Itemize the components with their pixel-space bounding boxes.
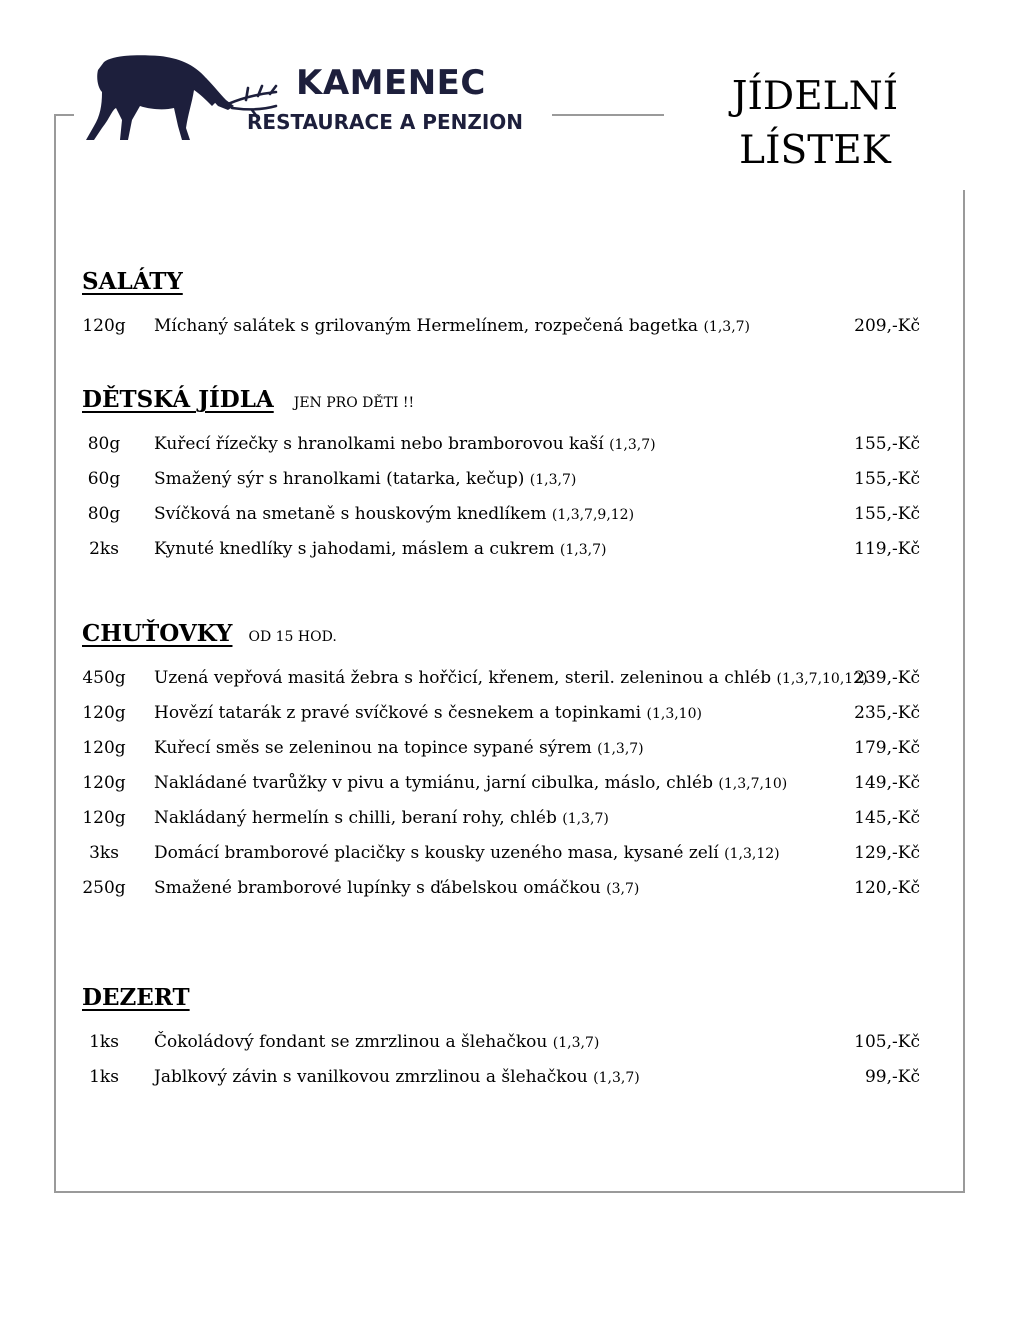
item-price: 105,-Kč <box>854 1032 920 1052</box>
section-kids-meals <box>82 386 922 567</box>
item-description <box>154 309 750 345</box>
item-price: 145,-Kč <box>854 808 920 828</box>
item-name: Smažené bramborové lupínky s ďábelskou omáčkou <box>154 878 601 898</box>
item-quantity: 3ks <box>89 843 119 863</box>
frame-right <box>963 190 965 1193</box>
item-description <box>154 696 702 732</box>
item-description <box>154 427 656 463</box>
item-price: 239,-Kč <box>854 668 920 688</box>
item-name: Domácí bramborové placičky s kousky uzeného masa, kysané zelí <box>154 843 719 863</box>
item-name: Míchaný salátek s grilovaným Hermelínem, rozpečená bagetka <box>154 316 699 336</box>
item-description <box>154 1060 640 1096</box>
item-quantity: 2ks <box>89 539 119 559</box>
item-allergens: (1,3,7) <box>559 542 607 558</box>
item-allergens: (1,3,7) <box>609 437 656 453</box>
menu-item <box>82 661 922 696</box>
item-name: Kuřecí směs se zeleninou na topince sypané sýrem <box>154 738 592 758</box>
item-price: 120,-Kč <box>854 878 920 898</box>
section-salads <box>82 268 922 344</box>
section-title: DĚTSKÁ JÍDLA <box>82 386 274 413</box>
item-quantity: 80g <box>87 504 121 524</box>
page-title <box>722 70 908 178</box>
frame-left <box>54 114 56 1193</box>
item-allergens: (3,7) <box>606 881 640 897</box>
frame-top-left <box>54 114 74 116</box>
section-header <box>82 386 922 420</box>
item-price: 119,-Kč <box>854 539 920 559</box>
item-quantity: 450g <box>82 668 126 688</box>
menu-item <box>82 309 922 344</box>
item-quantity: 120g <box>82 773 126 793</box>
item-name: Kuřecí řízečky s hranolkami nebo bramborovou kaší <box>154 434 604 454</box>
item-quantity: 1ks <box>89 1067 119 1087</box>
frame-top-mid <box>552 114 664 116</box>
menu-item <box>82 427 922 462</box>
item-price: 155,-Kč <box>854 434 920 454</box>
section-header <box>82 268 922 302</box>
menu-item <box>82 532 922 567</box>
item-description <box>154 462 576 498</box>
item-name: Svíčková na smetaně s houskovým knedlíkem <box>154 504 547 524</box>
item-name: Čokoládový fondant se zmrzlinou a šlehačkou <box>154 1032 548 1052</box>
brand-subtitle: RESTAURACE A PENZION <box>247 110 524 134</box>
item-description <box>154 497 634 533</box>
item-allergens: (1,3,10) <box>646 706 702 722</box>
item-allergens: (1,3,7) <box>529 472 577 488</box>
section-header <box>82 984 922 1018</box>
item-price: 149,-Kč <box>854 773 920 793</box>
frame-bottom <box>54 1191 965 1193</box>
section-dessert <box>82 984 922 1095</box>
page-title-line1: JÍDELNÍ <box>731 74 899 119</box>
item-name: Uzená vepřová masitá žebra s hořčicí, křenem, steril. zeleninou a chléb <box>154 668 772 688</box>
item-name: Kynuté knedlíky s jahodami, máslem a cukrem <box>154 539 555 559</box>
item-price: 129,-Kč <box>854 843 920 863</box>
item-allergens: (1,3,7,10,12) <box>776 671 868 687</box>
menu-item <box>82 801 922 836</box>
item-description <box>154 1025 599 1061</box>
item-allergens: (1,3,7) <box>562 811 609 827</box>
item-quantity: 120g <box>82 738 126 758</box>
item-quantity: 120g <box>82 316 126 336</box>
item-price: 179,-Kč <box>854 738 920 758</box>
item-allergens: (1,3,7,9,12) <box>551 507 635 523</box>
item-description <box>154 661 868 697</box>
item-description <box>154 836 780 872</box>
item-name: Smažený sýr s hranolkami (tatarka, kečup) <box>154 469 525 489</box>
item-price: 155,-Kč <box>854 469 920 489</box>
section-note: JEN PRO DĚTI !! <box>293 395 415 411</box>
item-quantity: 60g <box>87 469 121 489</box>
item-description <box>154 801 609 837</box>
menu-item <box>82 871 922 906</box>
page-title-line2: LÍSTEK <box>739 127 891 173</box>
item-name: Hovězí tatarák z pravé svíčkové s česnekem a topinkami <box>154 703 642 723</box>
item-name: Jablkový závin s vanilkovou zmrzlinou a šlehačkou <box>154 1067 588 1087</box>
menu-item <box>82 1025 922 1060</box>
item-name: Nakládaný hermelín s chilli, beraní rohy, chléb <box>154 808 557 828</box>
section-snacks <box>82 620 922 906</box>
item-quantity: 120g <box>82 703 126 723</box>
item-name: Nakládané tvarůžky v pivu a tymiánu, jarní cibulka, máslo, chléb <box>154 773 713 793</box>
menu-item <box>82 731 922 766</box>
item-price: 155,-Kč <box>854 504 920 524</box>
item-price: 99,-Kč <box>864 1067 920 1087</box>
brand-name: KAMENEC <box>296 63 486 103</box>
item-description <box>154 766 787 802</box>
menu-item <box>82 766 922 801</box>
item-allergens: (1,3,12) <box>724 846 780 862</box>
item-description <box>154 731 644 767</box>
menu-item <box>82 462 922 497</box>
item-quantity: 1ks <box>89 1032 119 1052</box>
item-quantity: 80g <box>87 434 121 454</box>
item-description <box>154 532 606 568</box>
item-allergens: (1,3,7,10) <box>718 776 788 792</box>
section-header <box>82 620 922 654</box>
section-title: SALÁTY <box>82 268 183 295</box>
item-quantity: 250g <box>82 878 126 898</box>
item-allergens: (1,3,7) <box>597 741 644 757</box>
section-title: CHUŤOVKY <box>82 620 233 647</box>
menu-item <box>82 696 922 731</box>
item-description <box>154 871 639 907</box>
item-price: 235,-Kč <box>854 703 920 723</box>
menu-item <box>82 497 922 532</box>
item-quantity: 120g <box>82 808 126 828</box>
item-allergens: (1,3,7) <box>593 1070 640 1086</box>
menu-item <box>82 836 922 871</box>
item-allergens: (1,3,7) <box>703 319 751 335</box>
item-price: 209,-Kč <box>854 316 920 336</box>
menu-item <box>82 1060 922 1095</box>
item-allergens: (1,3,7) <box>552 1035 600 1051</box>
section-title: DEZERT <box>82 984 190 1011</box>
section-note: OD 15 HOD. <box>248 629 337 645</box>
